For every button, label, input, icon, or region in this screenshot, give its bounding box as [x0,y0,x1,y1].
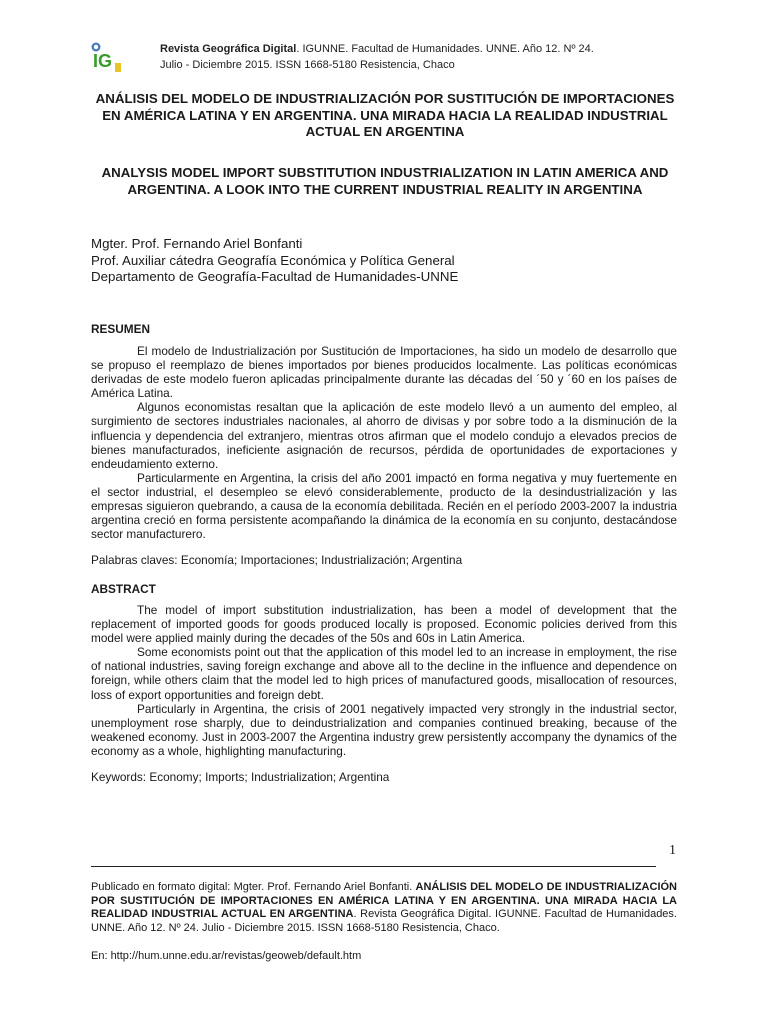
source-url: En: http://hum.unne.edu.ar/revistas/geoweb/default.htm [91,950,362,962]
abstract-body [91,603,677,758]
footer-divider [91,866,656,867]
abstract-paragraph: Particularly in Argentina, the crisis of 2001 negatively impacted very strongly in the industrial sector, unemployment rose sharply, due to deindustrialization and companies continued breaking, because of the weakened economy. Just in 2003-2007 the Argentina industry grew persistently accompany the dynamics of the economy as a whole, highlighting manufacturing. [91,701,677,758]
page-number: 1 [669,843,676,858]
citation-suffix: . Revista Geográfica Digital. IGUNNE. Facultad de Humanidades. UNNE. Año 12. Nº 24. Julio - Diciembre 2015. ISSN 1668-5180 Resistencia, Chaco. [91,908,677,934]
keywords-english: Keywords: Economy; Imports; Industrialization; Argentina [91,770,390,784]
title-spanish: ANÁLISIS DEL MODELO DE INDUSTRIALIZACIÓN POR SUSTITUCIÓN DE IMPORTACIONES EN AMÉRICA LATINA Y EN ARGENTINA. UNA MIRADA HACIA LA REALIDAD INDUSTRIAL ACTUAL EN ARGENTINA [95,91,675,139]
journal-date-issn: Julio - Diciembre 2015. ISSN 1668-5180 Resistencia, Chaco [160,59,455,71]
abstract-heading: ABSTRACT [91,582,156,596]
resumen-paragraph: El modelo de Industrialización por Sustitución de Importaciones, ha sido un modelo de desarrollo que se propuso el reemplazo de bienes importados por bienes producidos localmente. Las políticas económicas derivadas de este modelo fueron aplicadas principalmente durante las décadas del ´50 y ´60 en los países de América Latina. [91,344,677,401]
author-name: Mgter. Prof. Fernando Ariel Bonfanti [91,236,303,251]
resumen-heading: RESUMEN [91,322,150,336]
journal-header [160,41,594,73]
resumen-paragraph: Algunos economistas resaltan que la aplicación de este modelo llevó a un aumento del empleo, al surgimiento de sectores industriales nacionales, al ahorro de divisas y por sobre todo a la disminución de la influencia y dependencia del extranjero, mientras otros afirman que el modelo condujo a elevados precios de bienes manufacturados, ineficiente asignación de recursos, pérdida de oportunidades de exportaciones y endeudamiento externo. [91,400,677,471]
journal-issue: . IGUNNE. Facultad de Humanidades. UNNE. Año 12. Nº 24. [296,43,594,55]
author-block [91,236,458,286]
citation-prefix: Publicado en formato digital: Mgter. Prof. Fernando Ariel Bonfanti. [91,881,416,893]
resumen-paragraph: Particularmente en Argentina, la crisis del año 2001 impactó en forma negativa y muy fuertemente en el sector industrial, el desempleo se elevó considerablemente, producto de la desindustrialización y las empresas siguieron quebrando, a causa de la economía debilitada. Recién en el período 2003-2007 la industria argentina creció en forma persistente acompañando la dinámica de la economía en su conjunto, destacándose sector manufacturero. [91,470,677,542]
resumen-body [91,344,677,541]
footer-citation [91,881,677,935]
journal-name: Revista Geográfica Digital [160,43,297,55]
logo-text: IG [93,51,113,71]
abstract-paragraph: Some economists point out that the application of this model led to an increase in employment, the rise of national industries, saving foreign exchange and above all to the decline in the influence and dependence on foreign, while others claim that the model led to high prices of manufactured goods, misallocation of resources, loss of export opportunities and foreign debt. [91,645,677,702]
abstract-paragraph: The model of import substitution industrialization, has been a model of development that the replacement of imported goods for goods produced locally is proposed. Economic policies derived from this model were applied mainly during the decades of the 50s and 60s in Latin America. [91,603,677,646]
igunne-logo-icon [91,41,123,75]
title-english: ANALYSIS MODEL IMPORT SUBSTITUTION INDUSTRIALIZATION IN LATIN AMERICA AND ARGENTINA. A LOOK INTO THE CURRENT INDUSTRIAL REALITY IN ARGENTINA [101,165,669,197]
author-department: Departamento de Geografía-Facultad de Humanidades-UNNE [91,269,459,284]
author-position: Prof. Auxiliar cátedra Geografía Económica y Política General [91,252,455,268]
palabras-claves: Palabras claves: Economía; Importaciones; Industrialización; Argentina [91,553,463,567]
citation-title: ANÁLISIS DEL MODELO DE INDUSTRIALIZACIÓN POR SUSTITUCIÓN DE IMPORTACIONES EN AMÉRICA LATINA Y EN ARGENTINA. UNA MIRADA HACIA LA REALIDAD INDUSTRIAL ACTUAL EN ARGENTINA [91,881,677,920]
